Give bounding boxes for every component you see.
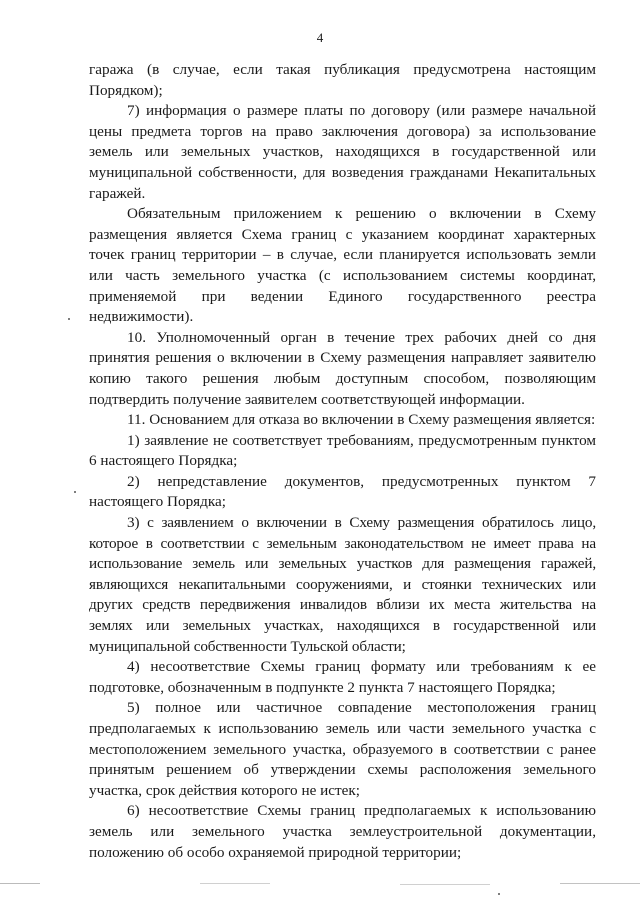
paragraph-mandatory-attachment: Обязательным приложением к решению о включении в Схему размещения является Схема границ с указанием координат характерных точек границ территории – в случае, если планируется использовать земли или часть земельного участка (с использованием системы координат, применяемой при ведении Единого государственного реестра недвижимости). [89,205,596,326]
scan-edge-line [400,884,490,885]
scan-speck [68,318,70,320]
paragraph-refusal-2: 2) непредставление документов, предусмотренных пунктом 7 настоящего Порядка; [89,472,596,511]
document-body [89,60,596,863]
scan-edge-line [200,883,270,884]
scan-speck [74,491,76,493]
paragraph-refusal-6: 6) несоответствие Схемы границ предполагаемых к использованию земель или земельного участка землеустроительной документации, положению об особо охраняемой природной территории; [89,802,596,861]
paragraph-refusal-1: 1) заявление не соответствует требованиям, предусмотренным пунктом 6 настоящего Порядка; [89,431,596,470]
page-number: 4 [316,30,324,45]
paragraph-continuation: гаража (в случае, если такая публикация предусмотрена настоящим Порядком); [89,61,596,99]
paragraph-clause-10: 10. Уполномоченный орган в течение трех рабочих дней со дня принятия решения о включении в Схему размещения направляет заявителю копию такого решения любым доступным способом, позволяющим подтвердить получение заявителем соответствующей информации. [89,328,596,408]
scan-edge-line [0,883,40,884]
paragraph-clause-11: 11. Основанием для отказа во включении в Схему размещения является: [127,411,596,429]
paragraph-refusal-5: 5) полное или частичное совпадение местоположения границ предполагаемых к использованию земель или части земельного участка с местоположением земельного участка, образуемого в соответствии с ранее принятым решением об утверждении схемы расположения земельного участка, срок действия которого не истек; [89,699,596,799]
paragraph-refusal-3: 3) с заявлением о включении в Схему размещения обратилось лицо, которое в соответствии с земельным законодательством не имеет права на использование земель или земельных участков для размещения гаражей, являющихся некапитальными сооружениями, и стоянки технических или других средств передвижения инвалидов вблизи их места жительства на землях или земельных участках, находящихся в государственной или муниципальной собственности Тульской области; [89,514,596,655]
paragraph-refusal-4: 4) несоответствие Схемы границ формату или требованиям к ее подготовке, обозначенным в подпункте 2 пункта 7 настоящего Порядка; [89,658,596,696]
paragraph-item-7: 7) информация о размере платы по договору (или размере начальной цены предмета торгов на право заключения договора) за использование земель или земельных участков, находящихся в государственной или муниципальной собственности, для возведения гражданами Некапитальных гаражей. [89,102,596,202]
scan-speck [498,893,500,895]
scan-edge-line [560,883,640,884]
